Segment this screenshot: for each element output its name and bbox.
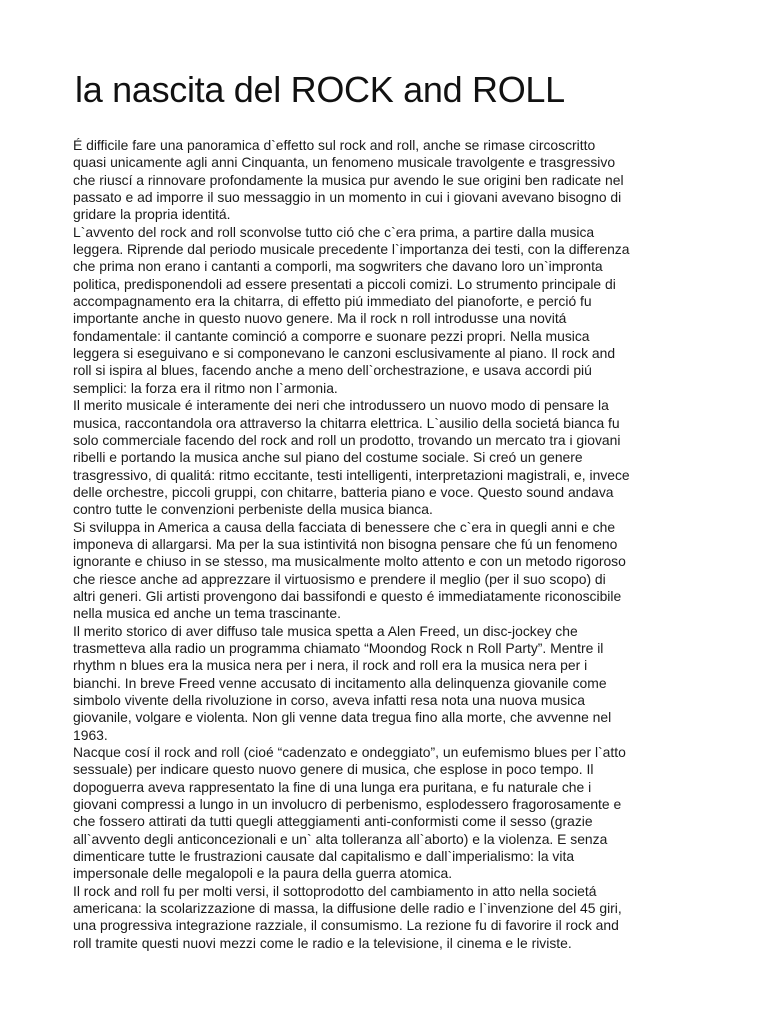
body-text-line: semplici: la forza era il ritmo non l`armonia. — [73, 379, 338, 396]
body-text-line: L`avvento del rock and roll sconvolse tutto ció che c`era prima, a partire dalla musica — [73, 223, 595, 240]
body-text-line: simbolo vivente della rivoluzione in corso, aveva infatti resa nota una nuova musica — [73, 692, 585, 708]
body-text-line: delle orchestre, piccoli gruppi, con chitarre, batteria piano e voce. Questo sound andava — [73, 483, 614, 500]
body-text-line: altri generi. Gli artisti provengono dai bassifondi e questo é immediatamente riconoscibile — [73, 587, 622, 604]
body-text-line: giovanile, volgare e violenta. Non gli venne data tregua fino alla morte, che avvenne nel — [73, 709, 612, 726]
body-text-line: Il rock and roll fu per molti versi, il sottoprodotto del cambiamento in atto nella societá — [73, 882, 597, 899]
body-text-line: É difficile fare una panoramica d`effetto sul rock and roll, anche se rimase circoscritto — [73, 137, 596, 153]
body-text-line: imponeva di allargarsi. Ma per la sua istintivitá non bisogna pensare che fú un fenomeno — [73, 535, 618, 552]
body-text-line: leggera si eseguivano e si componevano le canzoni esclusivamente al piano. Il rock and — [73, 345, 616, 362]
body-text-line: giovani compressi a lungo in un involucro di perbenismo, esplodessero fragorosamente e — [73, 796, 622, 813]
body-text-line: solo commerciale facendo del rock and roll un prodotto, trovando un mercato tra i giovani — [73, 431, 621, 448]
body-text-line: ribelli e portando la musica anche sul piano del costume sociale. Si creó un genere — [73, 449, 583, 466]
body-text-line: leggera. Riprende dal periodo musicale precedente l`importanza dei testi, con la differenza — [73, 241, 630, 258]
body-text-line: bianchi. In breve Freed venne accusato di incitamento alla delinquenza giovanile come — [73, 674, 607, 691]
body-text-line: quasi unicamente agli anni Cinquanta, un fenomeno musicale travolgente e trasgressivo — [73, 154, 616, 171]
body-text-line: roll tramite questi nuovi mezzi come le radio e la televisione, il cinema e le riviste. — [73, 934, 572, 951]
body-text-line: passato e ad imporre il suo messaggio in un momento in cui i giovani avevano bisogno di — [73, 189, 622, 206]
body-text-line: che fossero attirati da tutti quegli atteggiamenti anti-conformisti come il sesso (grazie — [73, 813, 593, 830]
body-text-line: una progressiva integrazione razziale, il consumismo. La rezione fu di favorire il rock and — [73, 917, 619, 934]
body-text-line: all`avvento degli anticoncezionali e un` alta tolleranza all`aborto) e la violenza. E senza — [73, 830, 608, 847]
body-text-line: importante anche in questo nuovo genere. Ma il rock n roll introdusse una novitá — [73, 310, 567, 327]
body-text-line: contro tutte le convenzioni perbeniste della musica bianca. — [73, 501, 433, 518]
body-text-line: politica, predisponendoli ad essere presentati a piccoli comizi. Lo strumento principale di — [73, 275, 616, 292]
body-text-line: ignorante e chiuso in se stesso, ma musicalmente molto attento e con un metodo rigoroso — [73, 553, 626, 570]
body-text-line: rhythm n blues era la musica nera per i nera, il rock and roll era la musica nera per i — [73, 657, 588, 674]
body-text-line: che prima non erano i cantanti a comporli, ma sogwriters che davano loro un`impronta — [73, 258, 603, 275]
body-text-line: Si sviluppa in America a causa della facciata di benessere che c`era in quegli anni e che — [73, 518, 616, 535]
body-text-line: Nacque cosí il rock and roll (cioé “cadenzato e ondeggiato”, un eufemismo blues per l`atto — [73, 744, 626, 761]
body-text-line: gridare la propria identitá. — [73, 206, 231, 223]
body-text-line: dopoguerra aveva rappresentato la fine di una lunga era puritana, e fu naturale che i — [73, 778, 592, 795]
body-text-line: accompagnamento era la chitarra, di effetto piú immediato del pianoforte, e perció fu — [73, 293, 592, 310]
body-text-line: 1963. — [73, 726, 108, 743]
body-text-line: trasmetteva alla radio un programma chiamato “Moondog Rock n Roll Party”. Mentre il — [73, 639, 604, 656]
document-title: la nascita del ROCK and ROLL — [75, 69, 565, 110]
body-text-line: americana: la scolarizzazione di massa, la diffusione delle radio e l`invenzione del 45 giri, — [73, 900, 622, 917]
body-text-line: dimenticare tutte le frustrazioni causate dal capitalismo e dall`imperialismo: la vita — [73, 848, 575, 865]
body-text-line: che riuscí a rinnovare profondamente la musica pur avendo le sue origini ben radicate nel — [73, 171, 624, 188]
body-text-line: fondamentale: il cantante cominció a comporre e suonare pezzi propri. Nella musica — [73, 327, 590, 344]
body-text-line: nella musica ed anche un tema trascinante. — [73, 605, 341, 622]
body-text-line: sessuale) per indicare questo nuovo genere di musica, che esplose in poco tempo. Il — [73, 761, 594, 778]
body-text-line: Il merito musicale é interamente dei neri che introdussero un nuovo modo di pensare la — [73, 397, 609, 414]
body-text-line: musica, raccontandola ora attraverso la chitarra elettrica. L`ausilio della societá bianca fu — [73, 414, 620, 431]
body-text-line: che riesce anche ad apprezzare il virtuosismo e prendere il meglio (per il suo scopo) di — [73, 570, 606, 587]
body-text-line: roll si ispira al blues, facendo anche a meno dell`orchestrazione, e usava accordi piú — [73, 362, 592, 379]
body-text-line: impersonale delle megalopoli e la paura della guerra atomica. — [73, 865, 453, 882]
document-body — [73, 137, 713, 952]
body-text-line: trasgressivo, di qualitá: ritmo eccitante, testi intelligenti, interpretazioni magistrali, e, invece — [73, 466, 630, 483]
body-text-line: Il merito storico di aver diffuso tale musica spetta a Alen Freed, un disc-jockey che — [73, 622, 578, 639]
